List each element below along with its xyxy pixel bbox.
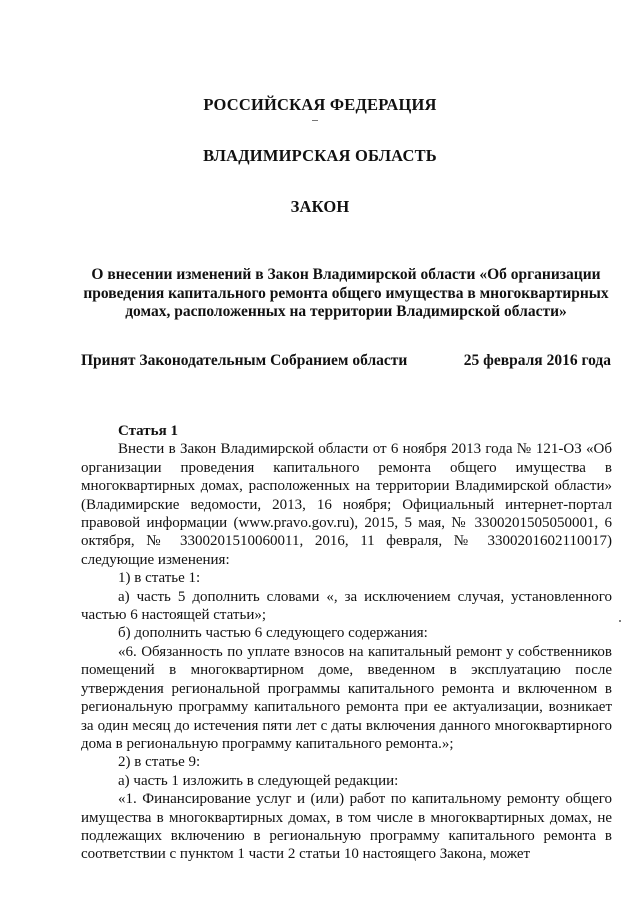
- paragraph: «1. Финансирование услуг и (или) работ по капитальному ремонту общего имущества в многоквартирных домах, в том числе в многоквартирных домах, не подлежащих включению в региональную программу капитального ремонта в соответствии с пунктом 1 части 2 статьи 10 настоящего Закона, может: [81, 791, 612, 863]
- law-body: [81, 422, 612, 864]
- paragraph: «6. Обязанность по уплате взносов на капитальный ремонт у собственников помещений в многоквартирном доме, введенном в эксплуатацию после утверждения региональной программы капитального ремонта и включенном в региональную программу капитального ремонта при ее актуализации, возникает за один месяц до истечения пяти лет с даты включения данного многоквартирного дома в региональную программу капитального ремонта.»;: [81, 643, 612, 752]
- adoption-line: [81, 352, 611, 370]
- federation-heading: РОССИЙСКАЯ ФЕДЕРАЦИЯ: [203, 95, 437, 114]
- article-heading: Статья 1: [118, 423, 178, 439]
- region-heading: ВЛАДИМИРСКАЯ ОБЛАСТЬ: [203, 146, 437, 165]
- paragraph: 1) в статье 1:: [118, 570, 201, 587]
- paragraph: 2) в статье 9:: [118, 754, 201, 771]
- paragraph: а) часть 5 дополнить словами «, за исключением случая, установленного частью 6 настоящей статьи»;: [81, 588, 612, 624]
- scan-dot: [619, 620, 621, 622]
- paragraph: а) часть 1 изложить в следующей редакции:: [118, 772, 399, 789]
- paragraph: Внести в Закон Владимирской области от 6 ноября 2013 года № 121-ОЗ «Об организации проведения капитального ремонта общего имущества в многоквартирных домах, расположенных на территории Владимирской области» (Владимирские ведомости, 2013, 16 ноября; Официальный интернет-портал правовой информации (www.pravo.gov.ru), 2015, 5 мая, № 3300201505050001, 6 октября, № 3300201510060011, 2016, 11 февраля, № 3300201602110017) следующие изменения:: [81, 441, 612, 568]
- adopted-by: Принят Законодательным Собранием области: [81, 352, 408, 369]
- scan-mark: [312, 120, 318, 121]
- paragraph: б) дополнить частью 6 следующего содержания:: [118, 625, 428, 642]
- adopted-date: 25 февраля 2016 года: [463, 352, 611, 369]
- law-title: О внесении изменений в Закон Владимирской области «Об организации проведения капитального ремонта общего имущества в многоквартирных домах, расположенных на территории Владимирской области»: [83, 266, 609, 320]
- doc-type-heading: ЗАКОН: [290, 197, 350, 216]
